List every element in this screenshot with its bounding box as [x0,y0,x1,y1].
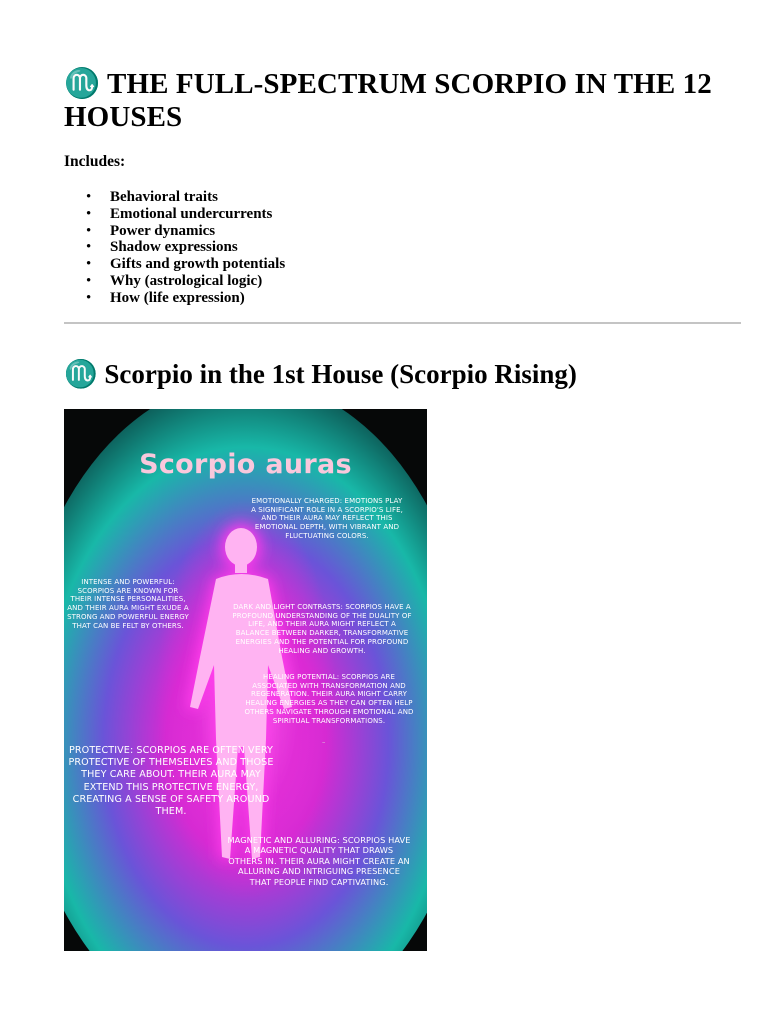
includes-label: Includes: [64,153,126,170]
section-title: ♏ Scorpio in the 1st House (Scorpio Rising) [64,359,577,389]
artist-signature: ~ [322,740,326,745]
list-item: • Emotional undercurrents [64,206,285,223]
section-divider [64,322,741,324]
list-item: • How (life expression) [64,290,285,307]
poster-title: Scorpio auras [139,449,352,480]
intense-powerful-note: INTENSE AND POWERFUL: SCORPIOS ARE KNOWN FOR THEIR INTENSE PERSONALITIES, AND THEIR AURA MIGHT EXUDE A STRONG AND POWERFUL ENERGY THAT CAN BE FELT BY OTHERS. [67,578,189,630]
list-item: • Shadow expressions [64,239,285,256]
emotionally-charged-note: EMOTIONALLY CHARGED: EMOTIONS PLAY A SIGNIFICANT ROLE IN A SCORPIO'S LIFE, AND THEIR AURA MAY REFLECT THIS EMOTIONAL DEPTH, WITH VIBRANT AND FLUCTUATING COLORS. [251,497,403,540]
protective-note: PROTECTIVE: SCORPIOS ARE OFTEN VERY PROTECTIVE OF THEMSELVES AND THOSE THEY CARE ABOUT. THEIR AURA MAY EXTEND THIS PROTECTIVE ENERGY, CREATING A SENSE OF SAFETY AROUND THEM. [68,745,274,818]
healing-potential-note: HEALING POTENTIAL: SCORPIOS ARE ASSOCIATED WITH TRANSFORMATION AND REGENERATION. THEIR AURA MIGHT CARRY HEALING ENERGIES AS THEY CAN OFTEN HELP OTHERS NAVIGATE THROUGH EMOTIONAL AND SPIRITUAL TRANSFORMATIONS. [244,673,414,725]
magnetic-alluring-note: MAGNETIC AND ALLURING: SCORPIOS HAVE A MAGNETIC QUALITY THAT DRAWS OTHERS IN. THEIR AURA MIGHT CREATE AN ALLURING AND INTRIGUING PRESENCE THAT PEOPLE FIND CAPTIVATING. [227,835,411,887]
dark-light-contrasts-note: DARK AND LIGHT CONTRASTS: SCORPIOS HAVE A PROFOUND UNDERSTANDING OF THE DUALITY OF LIFE, AND THEIR AURA MIGHT REFLECT A BALANCE BETWEEN DARKER, TRANSFORMATIVE ENERGIES AND THE POTENTIAL FOR PROFOUND HEALING AND GROWTH. [232,603,412,655]
includes-list [64,189,285,307]
list-item: • Power dynamics [64,223,285,240]
list-item: • Behavioral traits [64,189,285,206]
list-item: • Gifts and growth potentials [64,256,285,273]
list-item: • Why (astrological logic) [64,273,285,290]
scorpio-auras-image [64,409,427,951]
document-title: ♏ THE FULL-SPECTRUM SCORPIO IN THE 12 HOUSES [64,68,712,133]
